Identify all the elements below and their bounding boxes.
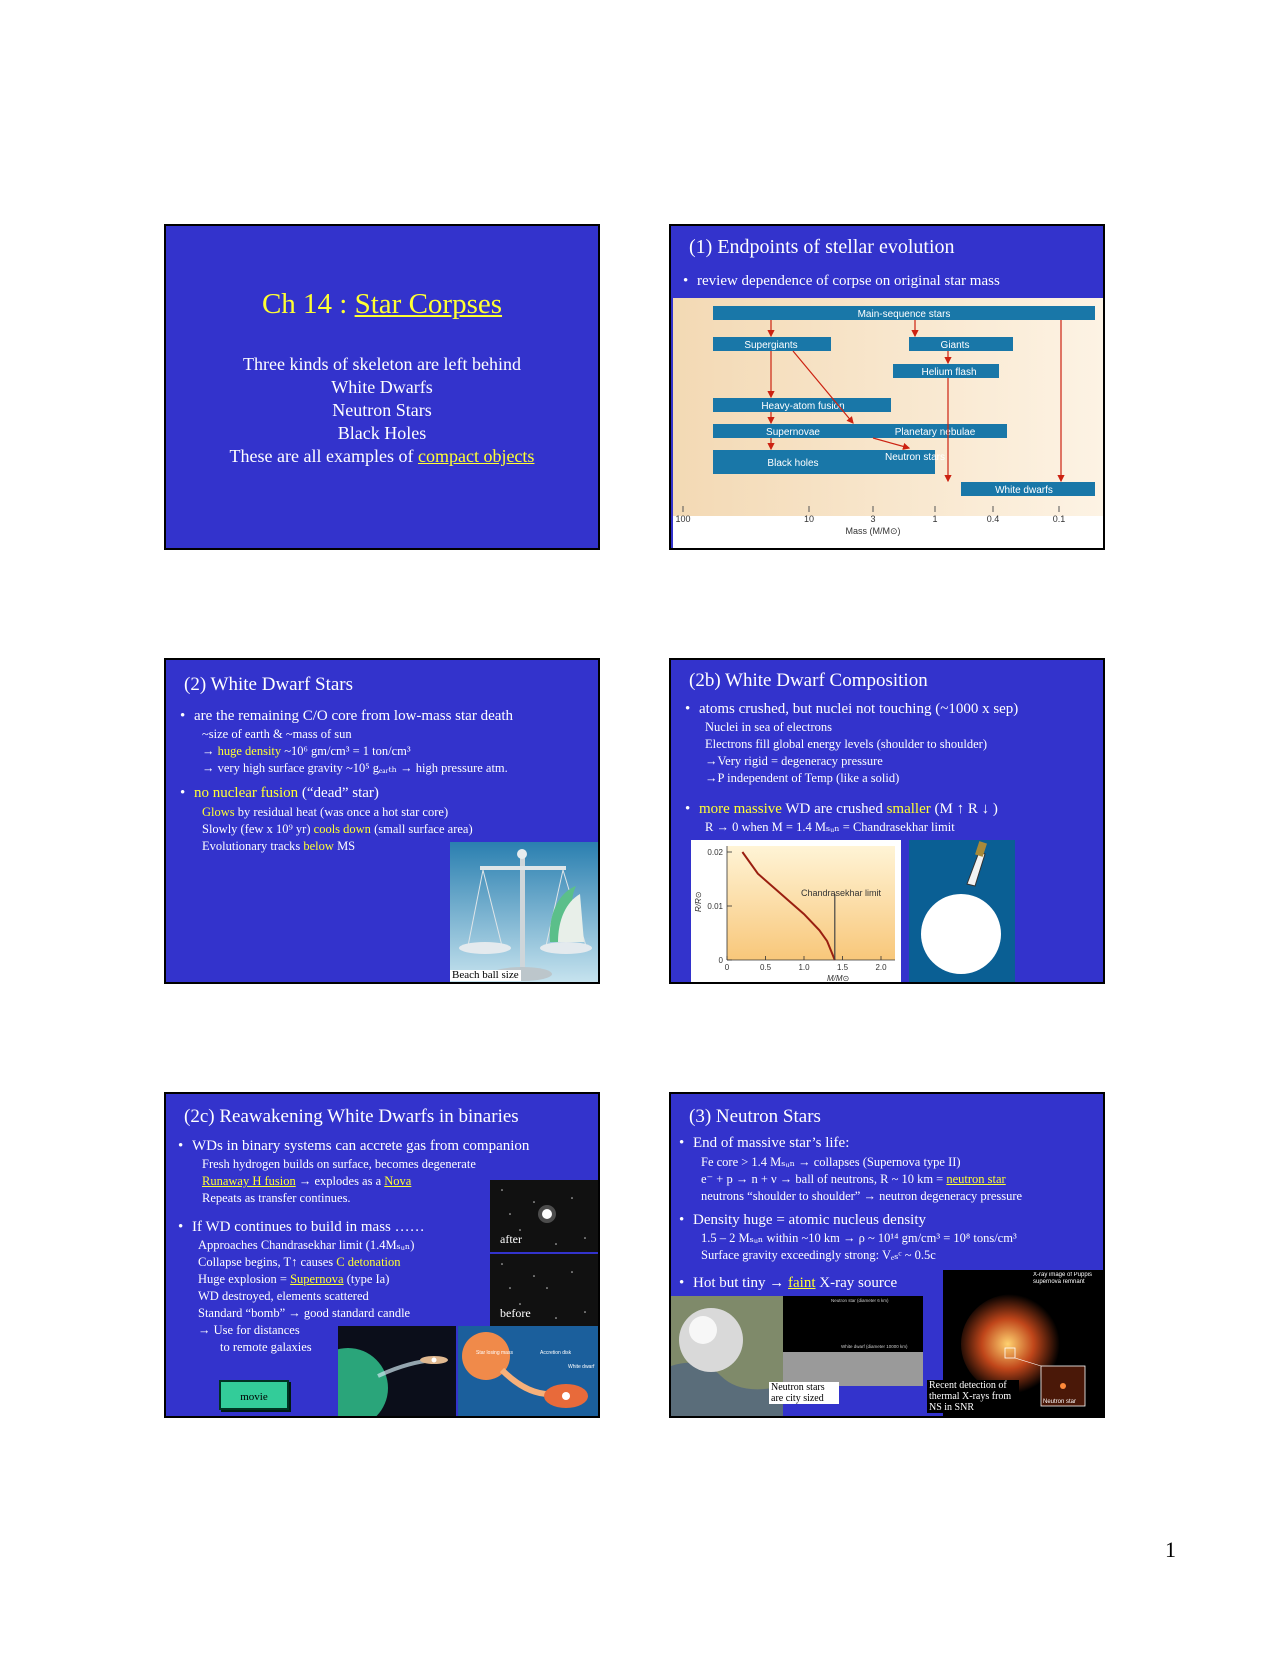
bullet: • If WD continues to build in mass …… xyxy=(178,1219,425,1235)
white-dwarf-illustration xyxy=(909,840,1015,984)
axis-tick: 100 xyxy=(675,514,691,524)
binary-accretion-diagram xyxy=(458,1326,600,1418)
bullet: • Hot but tiny → faint X-ray source xyxy=(679,1275,898,1291)
sub-point: → Use for distances xyxy=(198,1323,300,1337)
sub-point: Electrons fill global energy levels (shoulder to shoulder) xyxy=(705,737,987,751)
bullet: • review dependence of corpse on original star mass xyxy=(683,273,1000,289)
sub-point: Slowly (few x 10⁹ yr) cools down (small surface area) xyxy=(202,822,473,836)
slide-title: (1) Endpoints of stellar evolution xyxy=(689,236,955,258)
x-tick-label: 1.5 xyxy=(836,963,849,972)
slide-title: (2b) White Dwarf Composition xyxy=(689,670,928,691)
xray-inset-label: Neutron star xyxy=(1043,1399,1077,1405)
box-supernovae: Supernovae xyxy=(766,427,820,438)
box-neutron-stars: Neutron stars xyxy=(884,452,946,463)
bullet: • End of massive star’s life: xyxy=(679,1135,850,1151)
list-item: Neutron Stars xyxy=(332,400,432,420)
scale-label: White dwarf (diameter 10000 km) xyxy=(841,1344,908,1349)
box-white-dwarfs: White dwarfs xyxy=(995,485,1053,496)
slide-endpoints-stellar-evolution xyxy=(669,224,1105,550)
nova-link[interactable]: Nova xyxy=(384,1174,412,1188)
sub-point: Repeats as transfer continues. xyxy=(202,1191,351,1205)
x-tick-label: 1.0 xyxy=(798,963,810,972)
sub-point: Nuclei in sea of electrons xyxy=(705,720,833,734)
slide-star-corpses-title xyxy=(164,224,600,550)
sub-point: ~size of earth & ~mass of sun xyxy=(202,727,352,741)
size-scale-diagram xyxy=(783,1296,923,1386)
axis-tick: 3 xyxy=(870,514,876,524)
slide-title: (3) Neutron Stars xyxy=(689,1106,821,1127)
slide-title: (2c) Reawakening White Dwarfs in binaries xyxy=(184,1106,519,1127)
movie-button[interactable]: movie xyxy=(219,1380,289,1410)
city-caption: Neutron stars are city sized xyxy=(769,1382,839,1404)
accretion-photo xyxy=(338,1326,456,1418)
bullet: • atoms crushed, but nuclei not touching (~1000 x sep) xyxy=(685,701,1019,717)
scale-illustration xyxy=(450,842,600,984)
diagram-label: Accretion disk xyxy=(540,1350,572,1356)
list-item: Black Holes xyxy=(337,423,427,443)
sub-point: Runaway H fusion → explodes as a Nova xyxy=(202,1174,412,1188)
bullet: • are the remaining C/O core from low-mass star death xyxy=(180,708,514,724)
box-black-holes: Black holes xyxy=(767,458,819,469)
mass-radius-chart xyxy=(691,840,901,984)
axis-tick: 1 xyxy=(932,514,938,524)
stellar-evolution-diagram xyxy=(673,298,1103,548)
sub-point: Surface gravity exceedingly strong: Vₑₛᶜ ~ 0.5c xyxy=(701,1248,936,1262)
y-tick-label: 0.01 xyxy=(707,902,723,911)
bullet: • Density huge = atomic nucleus density xyxy=(679,1212,926,1228)
slide-white-dwarf-composition xyxy=(669,658,1105,984)
axis-label: Mass (M/M⊙) xyxy=(845,526,901,536)
sub-point: Standard “bomb” → good standard candle xyxy=(198,1306,411,1320)
x-axis-label: M/M⊙ xyxy=(827,974,850,983)
sub-point: Collapse begins, T↑ causes C detonation xyxy=(198,1255,401,1269)
page-number: 1 xyxy=(1165,1537,1176,1562)
neutron-star-link[interactable]: neutron star xyxy=(946,1172,1006,1186)
axis-tick: 0.4 xyxy=(986,514,1000,524)
sub-point: Huge explosion = Supernova (type Ia) xyxy=(198,1272,390,1286)
x-tick-label: 2.0 xyxy=(875,963,887,972)
x-tick-label: 0 xyxy=(724,963,730,972)
xray-title: X-ray image of Puppis supernova remnant xyxy=(1033,1272,1093,1285)
slide-white-dwarf-stars xyxy=(164,658,600,984)
list-item: White Dwarfs xyxy=(331,377,433,397)
y-tick-label: 0.02 xyxy=(707,848,723,857)
faint-link[interactable]: faint xyxy=(788,1275,816,1291)
box-giants: Giants xyxy=(940,340,970,351)
sub-point: →Very rigid = degeneracy pressure xyxy=(705,754,883,768)
sub-point: → very high surface gravity ~10⁵ gₑₐᵣₜₕ → high pressure atm. xyxy=(202,761,508,775)
sub-point: Fresh hydrogen builds on surface, becomes degenerate xyxy=(202,1157,476,1171)
sub-point: to remote galaxies xyxy=(220,1340,312,1354)
star-corpses-link[interactable]: Star Corpses xyxy=(354,288,503,320)
sub-point: neutrons “shoulder to shoulder” → neutron degeneracy pressure xyxy=(701,1189,1023,1203)
after-label: after xyxy=(500,1232,522,1246)
sub-point: Approaches Chandrasekhar limit (1.4Mₛᵤₙ) xyxy=(198,1238,415,1252)
before-label: before xyxy=(500,1306,531,1320)
bullet: • more massive WD are crushed smaller (M ↑ R ↓ ) xyxy=(685,801,998,817)
slide-title: Ch 14 : Star Corpses xyxy=(261,288,503,320)
nova-after-photo xyxy=(490,1180,600,1252)
sub-point: 1.5 – 2 Mₛᵤₙ within ~10 km → ρ ~ 10¹⁴ gm/cm³ = 10⁸ tons/cm³ xyxy=(701,1231,1017,1245)
sub-point: → huge density ~10⁶ gm/cm³ = 1 ton/cm³ xyxy=(202,744,411,758)
bullet: • WDs in binary systems can accrete gas from companion xyxy=(178,1138,530,1154)
supernova-link[interactable]: Supernova xyxy=(290,1272,344,1286)
box-helium-flash: Helium flash xyxy=(921,367,977,378)
slide-reawakening-white-dwarfs xyxy=(164,1092,600,1418)
sub-point: →P independent of Temp (like a solid) xyxy=(705,771,900,785)
slide-neutron-stars xyxy=(669,1092,1105,1418)
sub-point: e⁻ + p → n + ν → ball of neutrons, R ~ 10 km = neutron star xyxy=(701,1172,1006,1186)
compact-objects-link[interactable]: compact objects xyxy=(417,446,535,466)
box-supergiants: Supergiants xyxy=(744,340,798,351)
axis-tick: 10 xyxy=(803,514,815,524)
sub-point: WD destroyed, elements scattered xyxy=(198,1289,369,1303)
image-caption: Beach ball size xyxy=(452,969,519,981)
scale-label: Neutron star (diameter 6 km) xyxy=(831,1298,889,1303)
sub-point: Fe core > 1.4 Mₛᵤₙ → collapses (Supernova type II) xyxy=(701,1155,961,1169)
limit-annotation: Chandrasekhar limit xyxy=(801,888,882,898)
box-planetary-nebulae: Planetary nebulae xyxy=(894,427,976,438)
bullet: • no nuclear fusion (“dead” star) xyxy=(180,785,379,801)
sub-point: Glows by residual heat (was once a hot star core) xyxy=(202,805,449,819)
box-main-sequence: Main-sequence stars xyxy=(857,309,951,320)
diagram-label: White dwarf xyxy=(568,1364,595,1370)
axis-tick: 0.1 xyxy=(1052,514,1066,524)
slide-title: (2) White Dwarf Stars xyxy=(184,674,354,695)
sub-point: Evolutionary tracks below MS xyxy=(202,839,356,853)
nova-before-photo xyxy=(490,1254,600,1326)
xray-caption: Recent detection of thermal X-rays from NS in SNR xyxy=(927,1380,1019,1413)
diagram-label: Star losing mass xyxy=(476,1350,513,1356)
y-tick-label: 0 xyxy=(718,956,723,965)
slide-body: Three kinds of skeleton are left behind White Dwarfs Neutron Stars Black Holes These are all examples of compact objects xyxy=(166,353,598,468)
sub-point: R → 0 when M = 1.4 Mₛᵤₙ = Chandrasekhar limit xyxy=(705,820,955,834)
box-heavy-atom-fusion: Heavy-atom fusion xyxy=(761,401,845,412)
runaway-fusion-link[interactable]: Runaway H fusion xyxy=(202,1174,296,1188)
city-comparison-photo xyxy=(671,1296,783,1418)
x-tick-label: 0.5 xyxy=(759,963,772,972)
y-axis-label: R/R⊙ xyxy=(694,891,703,912)
